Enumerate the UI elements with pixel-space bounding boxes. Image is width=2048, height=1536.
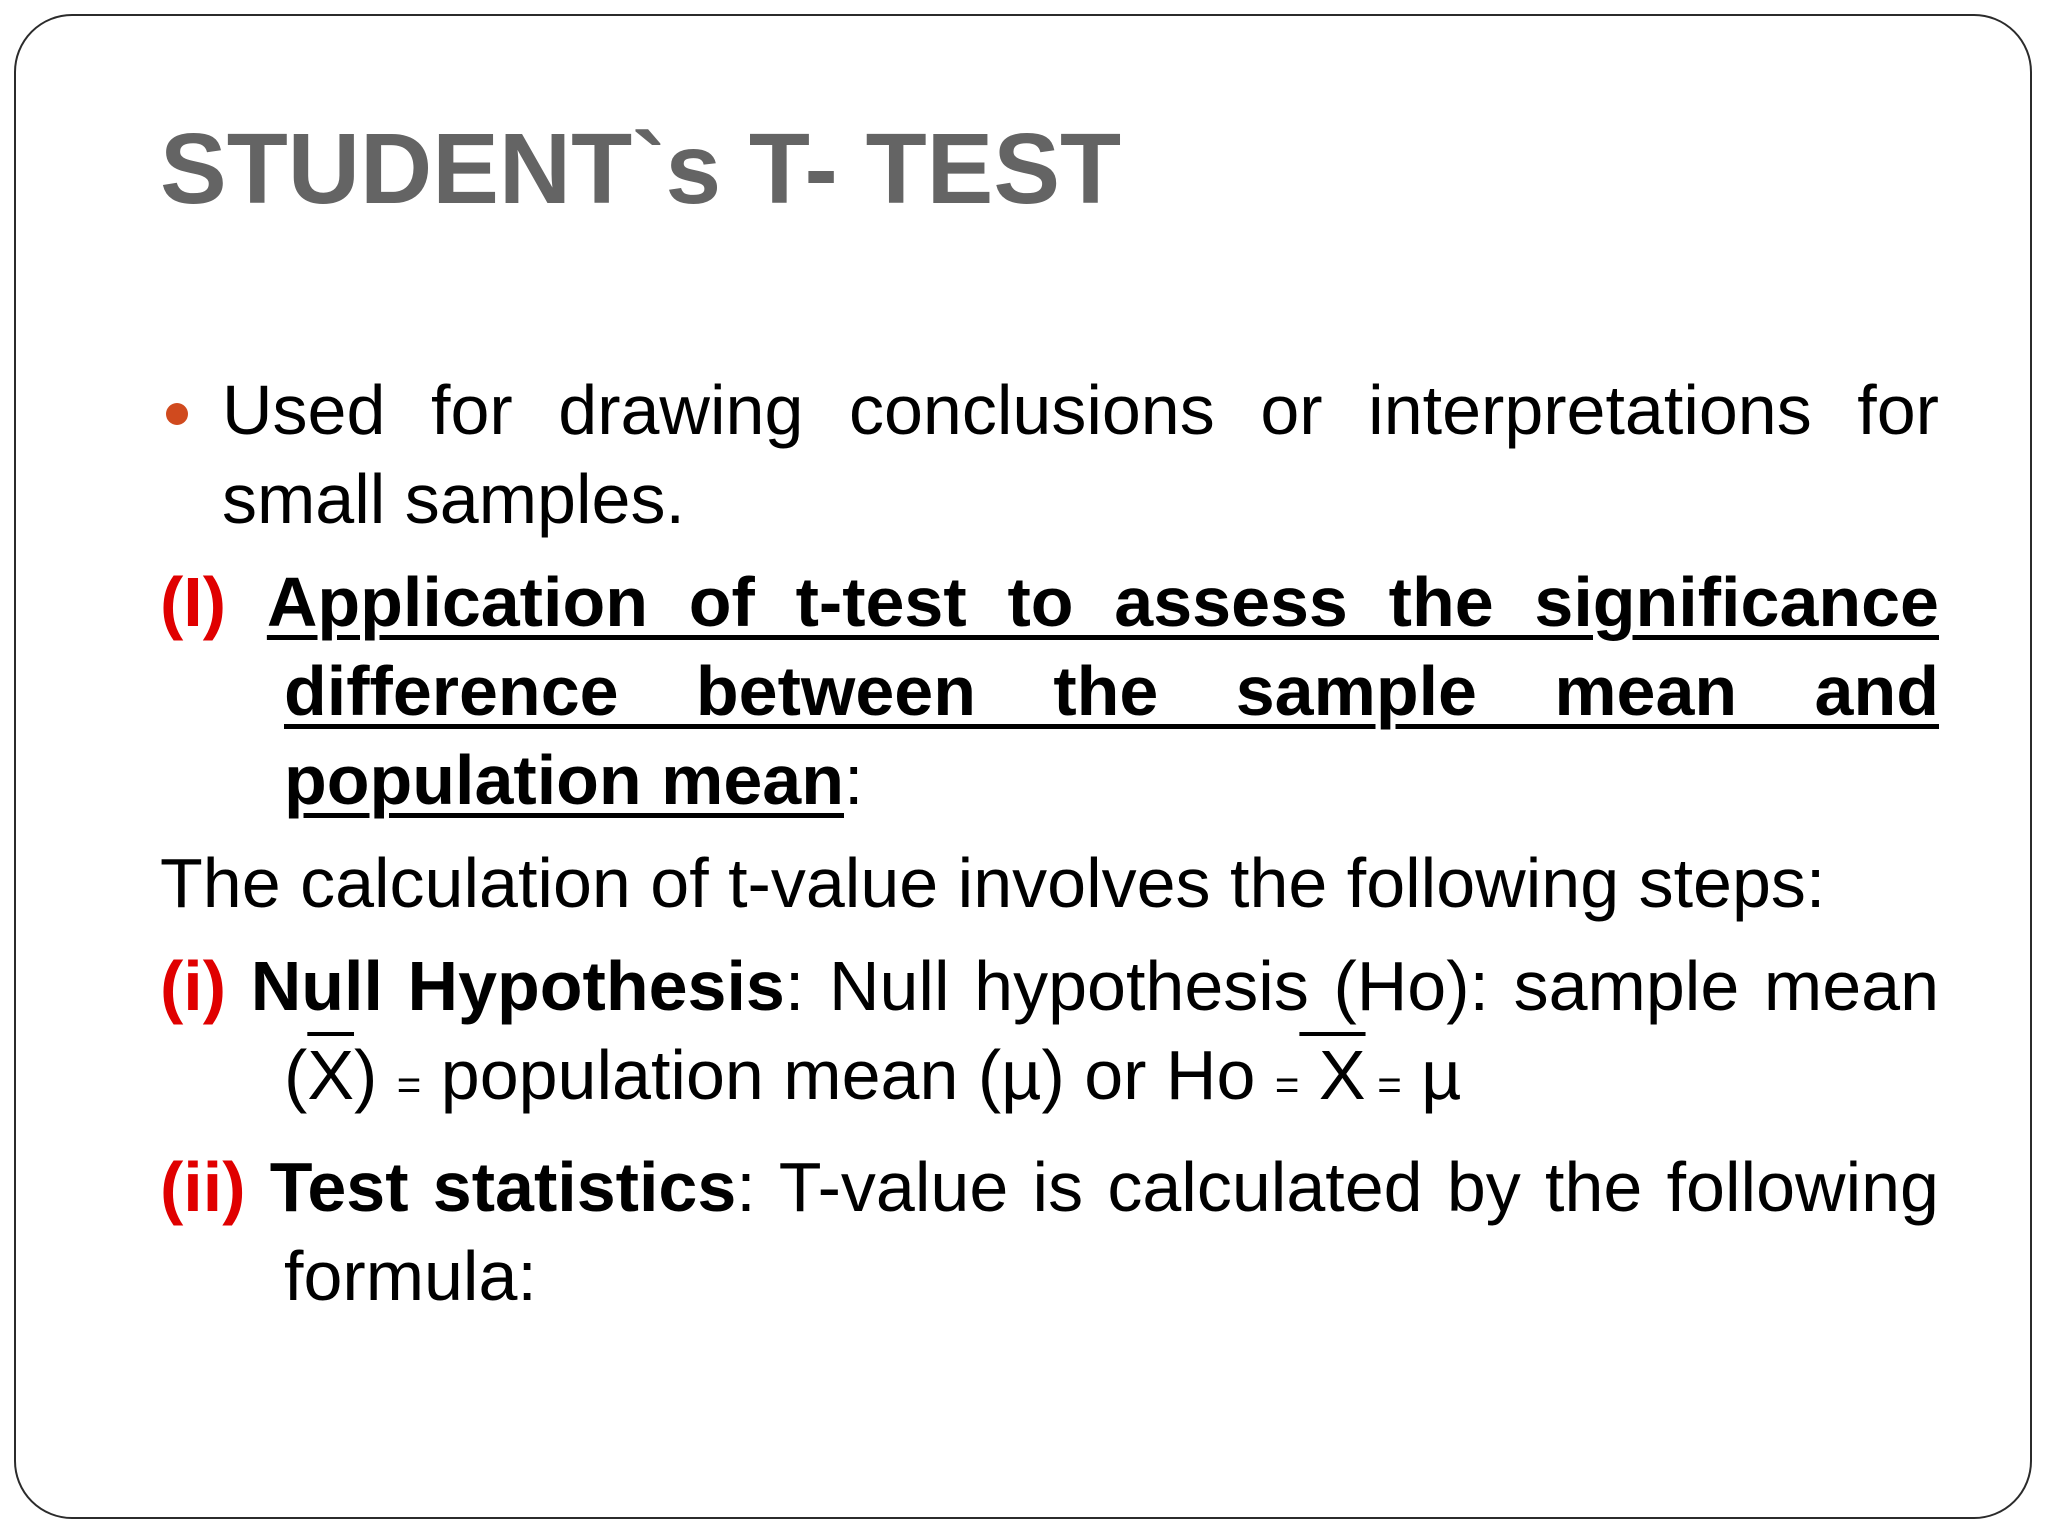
slide-body [160, 366, 1939, 1321]
step-term-null-hypothesis: Null Hypothesis [250, 947, 785, 1025]
step-text-a: : Null hypothesis (Ho): sample mean ( [284, 947, 1940, 1114]
section-marker: (I) [160, 563, 227, 641]
step-text-d: µ [1401, 1036, 1462, 1114]
section-heading-colon: : [844, 741, 864, 819]
intro-text: The calculation of t-value involves the following steps: [160, 844, 1826, 922]
slide [14, 14, 2032, 1519]
section-heading-1 [160, 558, 1939, 825]
step-term-test-statistics: Test statistics [269, 1148, 737, 1226]
step-text: : T-value is calculated by the following formula: [284, 1148, 1939, 1315]
step-marker-ii: (ii) [160, 1148, 246, 1226]
step-null-hypothesis [160, 942, 1939, 1129]
bullet-dot-icon [166, 403, 188, 425]
x-bar-symbol: $\overline{X}$ [307, 1036, 355, 1114]
step-test-statistics [160, 1143, 1939, 1321]
slide-title: STUDENT`s T- TEST [160, 113, 1122, 225]
bullet-text: Used for drawing conclusions or interpretations for small samples. [222, 371, 1939, 538]
equals-sign: = [1365, 1061, 1402, 1108]
section-heading-text: Application of t-test to assess the significance difference between the sample mean and population mean [266, 563, 1939, 819]
step-text-c: population mean (µ) or Ho [421, 1036, 1275, 1114]
bullet-item [160, 366, 1939, 544]
equals-sign: = [1274, 1061, 1300, 1108]
step-text-b: ) [354, 1036, 397, 1114]
step-marker-i: (i) [160, 947, 227, 1025]
equals-sign: = [396, 1061, 422, 1108]
x-bar-symbol: X [1299, 1036, 1366, 1114]
